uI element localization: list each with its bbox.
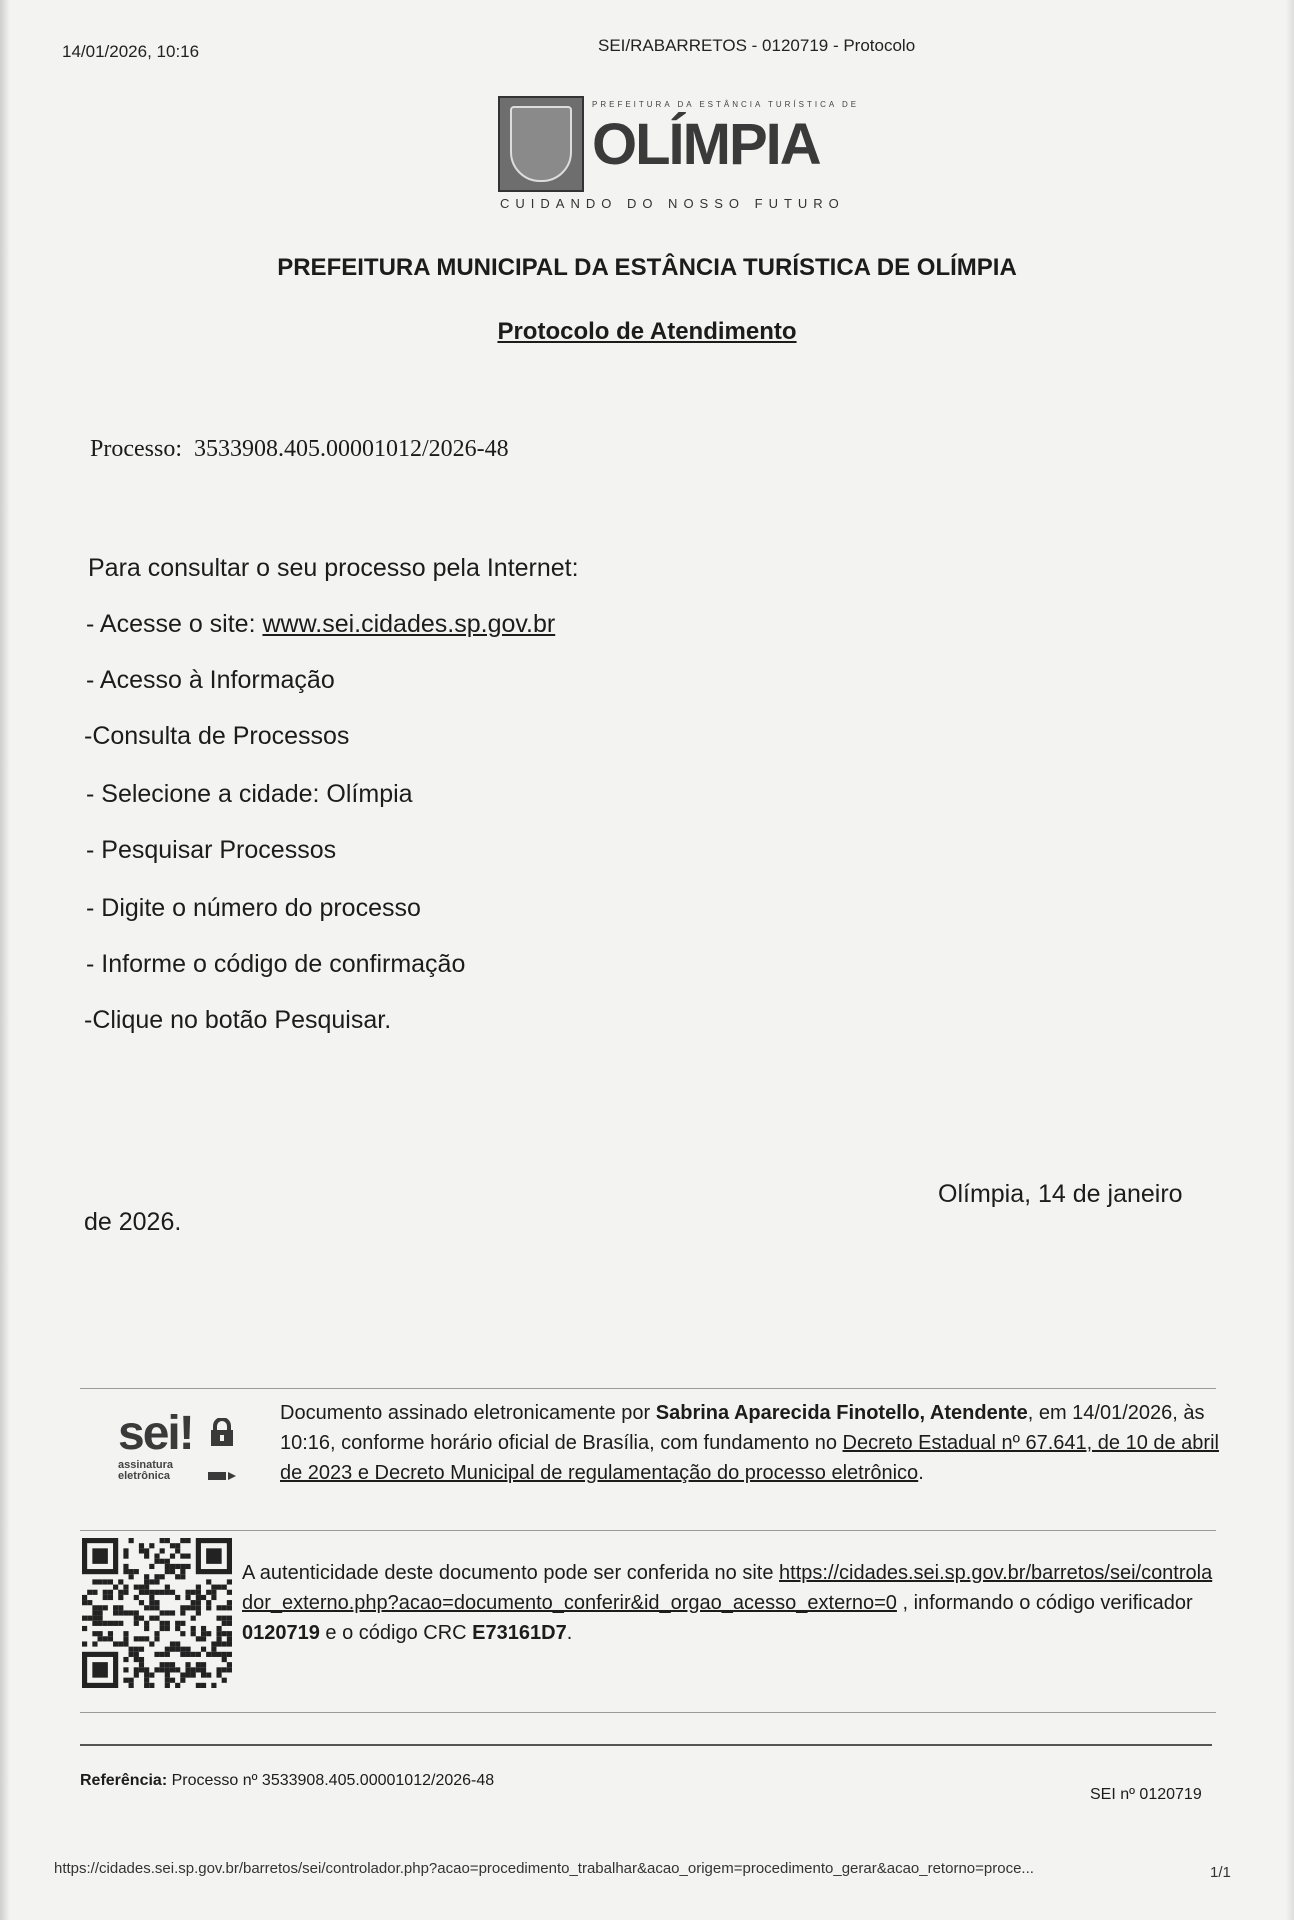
processo-number: 3533908.405.00001012/2026-48	[194, 436, 509, 462]
page-shadow-left	[0, 0, 10, 1920]
instruction-step: -Clique no botão Pesquisar.	[84, 1006, 392, 1034]
page-title: PREFEITURA MUNICIPAL DA ESTÂNCIA TURÍSTICA DE OLÍMPIA	[277, 254, 1017, 281]
sei-number: SEI nº 0120719	[1090, 1786, 1202, 1803]
sei-logo-word: sei!	[118, 1407, 193, 1460]
instruction-step: - Selecione a cidade: Olímpia	[86, 780, 413, 808]
lock-icon	[208, 1418, 236, 1446]
site-prefix: - Acesse o site:	[86, 610, 263, 638]
instruction-step: - Informe o código de confirmação	[86, 950, 466, 978]
page-subtitle: Protocolo de Atendimento	[497, 318, 797, 345]
logo-prefeitura-text: PREFEITURA DA ESTÂNCIA TURÍSTICA DE	[592, 100, 860, 109]
footer-page-number: 1/1	[1210, 1864, 1231, 1881]
signature-mid-rule	[80, 1530, 1216, 1531]
sei-signature-logo	[116, 1407, 250, 1490]
authenticity-text: A autenticidade deste documento pode ser conferida no site https://cidades.sei.sp.gov.br/barretos/sei/controlador_externo.php?acao=documento_conferir&id_orgao_acesso_externo=0 , informando o código verificador 0120719 e o código CRC E73161D7.	[242, 1562, 1213, 1644]
verification-code: 0120719	[242, 1622, 320, 1644]
reference-text: Processo nº 3533908.405.00001012/2026-48	[167, 1772, 495, 1789]
reference-label: Referência:	[80, 1772, 168, 1789]
pen-icon	[208, 1470, 238, 1482]
sei-logo-sub: assinatura eletrônica	[118, 1459, 174, 1482]
logo-tagline: CUIDANDO DO NOSSO FUTURO	[500, 196, 845, 211]
instructions-intro: Para consultar o seu processo pela Internet:	[88, 554, 579, 582]
verification-url-link[interactable]: https://cidades.sei.sp.gov.br/barretos/sei/controlador_externo.php?acao=documento_conferir&id_orgao_acesso_externo=0	[242, 1562, 1213, 1614]
processo-line	[90, 436, 509, 463]
page-shadow-right	[1286, 0, 1294, 1920]
logo-name: OLÍMPIA	[592, 112, 820, 177]
reference-line	[80, 1772, 494, 1790]
coat-of-arms-icon	[498, 96, 584, 192]
signature-top-rule	[80, 1388, 1216, 1389]
law-link[interactable]: Decreto Estadual nº 67.641, de 10 de abril de 2023 e Decreto Municipal de regulamentação do processo eletrônico	[280, 1432, 1219, 1484]
signer-name: Sabrina Aparecida Finotello, Atendente	[655, 1402, 1028, 1424]
instruction-step: - Pesquisar Processos	[86, 836, 337, 864]
site-link[interactable]: www.sei.cidades.sp.gov.br	[262, 610, 556, 638]
signature-bottom-rule	[80, 1712, 1216, 1713]
signature-text: Documento assinado eletronicamente por Sabrina Aparecida Finotello, Atendente, em 14/01/2026, às 10:16, conforme horário oficial de Brasília, com fundamento no Decreto Estadual nº 67.641, de 10 de abril de 2023 e Decreto Municipal de regulamentação do processo eletrônico.	[280, 1402, 1219, 1484]
date-city-day-month: Olímpia, 14 de janeiro	[938, 1180, 1183, 1208]
print-datetime: 14/01/2026, 10:16	[62, 42, 200, 61]
print-doc-ref: SEI/RABARRETOS - 0120719 - Protocolo	[598, 36, 916, 55]
instruction-step: - Digite o número do processo	[86, 894, 421, 922]
processo-label: Processo:	[90, 436, 182, 462]
crc-code: E73161D7	[472, 1622, 567, 1644]
qr-code-icon	[82, 1536, 232, 1690]
instruction-step: - Acesso à Informação	[86, 666, 335, 694]
instruction-step: -Consulta de Processos	[84, 722, 350, 750]
olimpia-logo	[498, 96, 860, 214]
date-year: de 2026.	[84, 1208, 182, 1236]
reference-top-rule	[80, 1744, 1212, 1746]
footer-url: https://cidades.sei.sp.gov.br/barretos/sei/controlador.php?acao=procedimento_trabalhar&acao_origem=procedimento_gerar&acao_retorno=proce...	[54, 1860, 1034, 1877]
instruction-site	[86, 610, 555, 639]
